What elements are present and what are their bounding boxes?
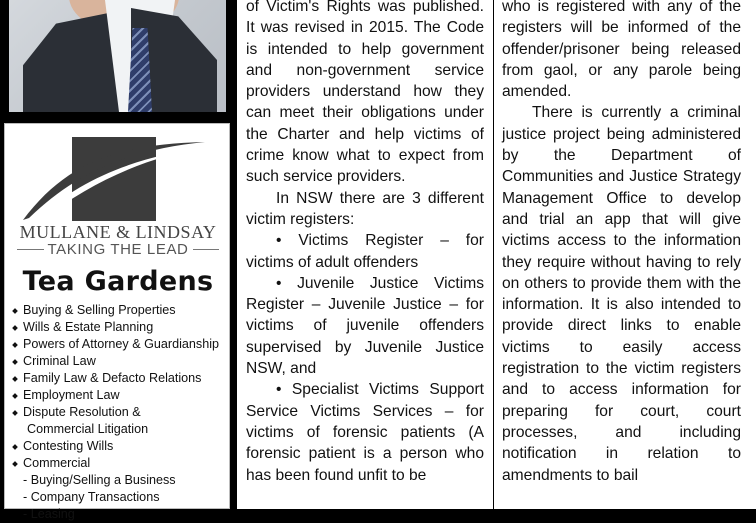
service-item: Buying & Selling Properties bbox=[11, 302, 229, 319]
service-item: Powers of Attorney & Guardianship bbox=[11, 336, 229, 353]
law-firm-advert bbox=[4, 123, 230, 521]
tagline-rule-left bbox=[17, 249, 44, 250]
article-column-2 bbox=[494, 0, 756, 509]
article-paragraph: • Victims Register – for victims of adult offenders bbox=[246, 232, 484, 271]
service-item: - Company Transactions bbox=[23, 490, 160, 504]
firm-name: MULLANE & LINDSAY bbox=[19, 222, 217, 242]
location-heading: Tea Gardens bbox=[22, 266, 214, 297]
service-item: Wills & Estate Planning bbox=[11, 319, 229, 336]
service-item: - Leasing bbox=[23, 507, 75, 521]
service-item: Contesting Wills bbox=[11, 438, 229, 455]
article-paragraph: There is currently a criminal justice project being administered by the Department of Communities and Justice Strategy Management Office to develop and trial an app that will give victims access to the information they require without having to rely on others to provide them with the information. It is also intended to provide direct links to enable victims to easily access registration to the victim registers and to access information for preparing for court, court processes, and including notification in relation to amendments to bail bbox=[502, 104, 741, 484]
article-column-1 bbox=[237, 0, 493, 509]
article-paragraph: who is registered with any of the registers will be informed of the offender/prisoner being released from gaol, or any parole being amended. bbox=[502, 0, 741, 101]
article-paragraph: of Victim's Rights was published. It was revised in 2015. The Code is intended to help government and non-government service providers understand how they can meet their obligations under the Charter and help victims of crime know what to expect from such service providers. bbox=[246, 0, 484, 186]
service-item: Commercial bbox=[11, 455, 229, 472]
article-paragraph: In NSW there are 3 different victim registers: bbox=[246, 189, 484, 228]
article-paragraph: • Specialist Victims Support Service Victims Services – for victims of forensic patients (A forensic patient is a person who has been found unfit to be bbox=[246, 381, 484, 484]
logo-swoosh-icon bbox=[5, 124, 231, 224]
service-item: Family Law & Defacto Relations bbox=[11, 370, 229, 387]
service-item: Commercial Litigation bbox=[27, 422, 149, 436]
service-item: - Buying/Selling a Business bbox=[23, 473, 176, 487]
article-paragraph: • Juvenile Justice Victims Register – Juvenile Justice – for victims of juvenile offenders supervised by Juvenile Justice NSW, and bbox=[246, 274, 484, 378]
service-item: Employment Law bbox=[11, 387, 229, 404]
firm-tagline: TAKING THE LEAD bbox=[47, 241, 189, 258]
author-photo bbox=[9, 0, 226, 112]
service-item: Dispute Resolution & bbox=[11, 404, 229, 421]
firm-logo bbox=[5, 124, 231, 259]
firm-tagline-row bbox=[17, 241, 219, 258]
service-item: Criminal Law bbox=[11, 353, 229, 370]
services-list bbox=[11, 302, 229, 523]
tagline-rule-right bbox=[193, 249, 220, 250]
